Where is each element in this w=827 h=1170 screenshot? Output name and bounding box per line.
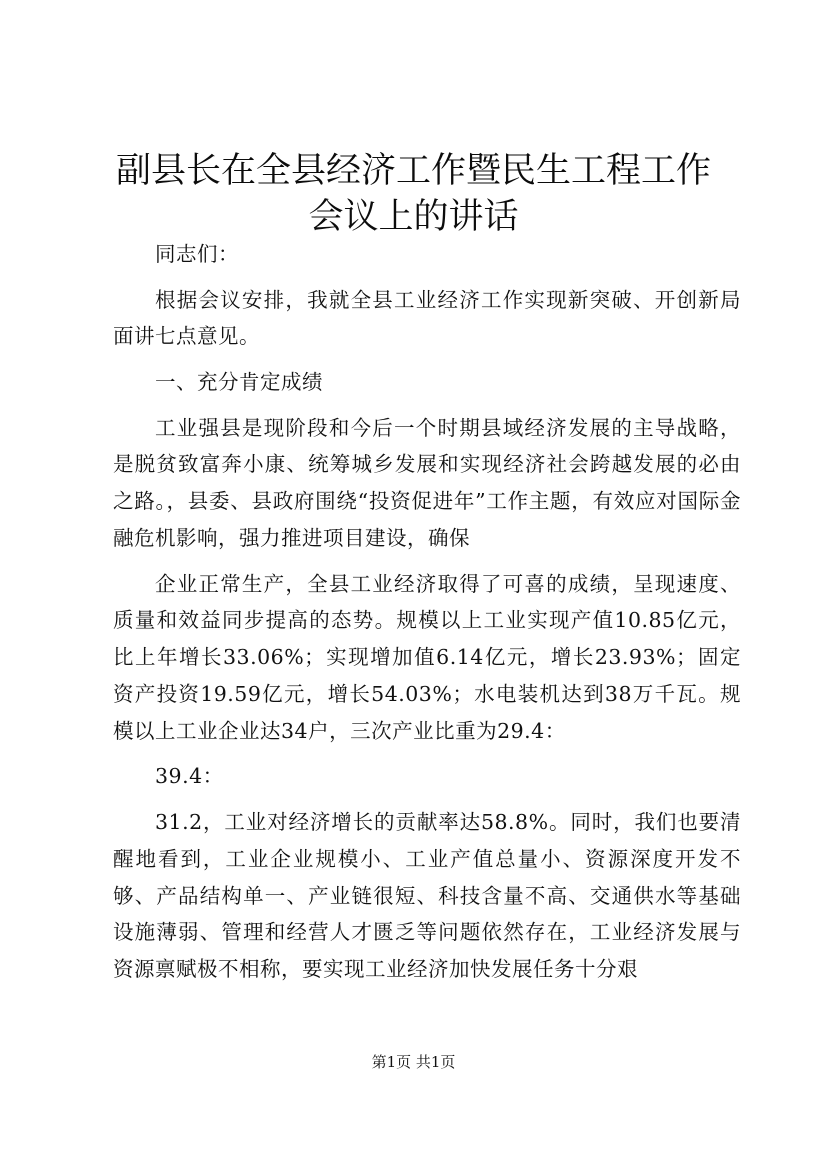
paragraph-ratio: 39.4： — [155, 764, 224, 789]
paragraph-strategy: 工业强县是现阶段和今后一个时期县域经济发展的主导战略，是脱贫致富奔小康、统筹城乡发展和实现经济社会跨越发展的必由之路。，县委、县政府围绕“投资促进年”工作主题，有效应对国际金融危机影响，强力推进项目建设，确保 — [113, 415, 741, 550]
paragraph-intro: 根据会议安排，我就全县工业经济工作实现新突破、开创新局面讲七点意见。 — [113, 287, 741, 349]
section-heading-1: 一、充分肯定成绩 — [155, 369, 323, 394]
paragraph-challenges: 31.2，工业对经济增长的贡献率达58.8%。同时，我们也要清醒地看到，工业企业规模小、工业产值总量小、资源深度开发不够、产品结构单一、产业链很短、科技含量不高、交通供水等基础设施薄弱、管理和经营人才匮乏等问题依然存在，工业经济发展与资源禀赋极不相称，要实现工业经济加快发展任务十分艰 — [113, 809, 741, 982]
paragraph-salutation: 同志们： — [155, 242, 239, 266]
paragraph-achievements: 企业正常生产，全县工业经济取得了可喜的成绩，呈现速度、质量和效益同步提高的态势。规模以上工业实现产值10.85亿元，比上年增长33.06%；实现增加值6.14亿元，增长23.93%；固定资产投资19.59亿元，增长54.03%；水电装机达到38万千瓦。规模以上工业企业达34户，三次产业比重为29.4： — [113, 571, 741, 743]
document-body — [113, 236, 741, 988]
page-footer: 第1页 共1页 — [371, 1053, 456, 1071]
document-title: 副县长在全县经济工作暨民生工程工作会议上的讲话 — [115, 151, 711, 237]
